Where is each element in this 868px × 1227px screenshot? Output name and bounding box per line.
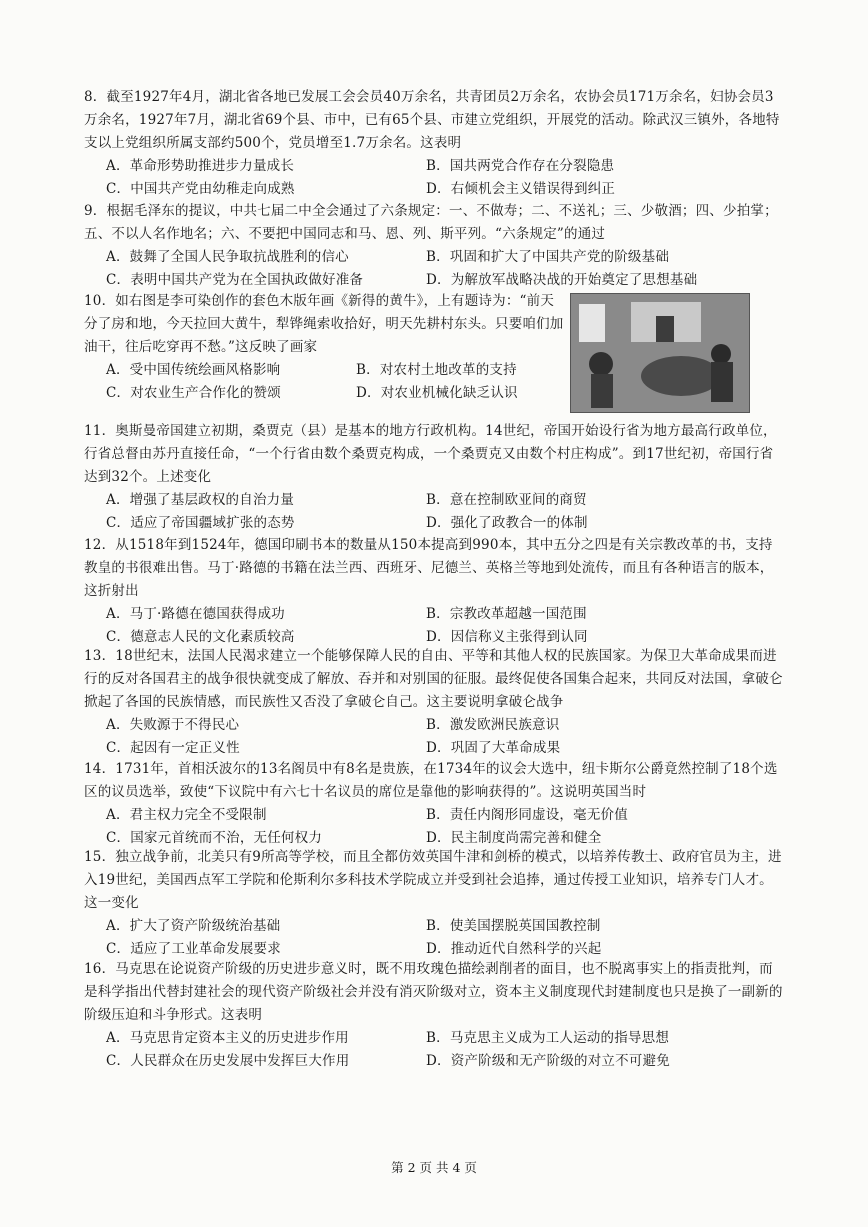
question-stem: 9．根据毛泽东的提议，中共七届二中全会通过了六条规定：一、不做寿；二、不送礼；三、少敬酒；四、少拍掌；五、不以人名作地名；六、不要把中国同志和马、恩、列、斯平列。“六条规定”的通过 bbox=[84, 203, 778, 242]
options bbox=[84, 714, 784, 760]
option-b: B．马克思主义成为工人运动的指导思想 bbox=[426, 1030, 670, 1046]
question-14 bbox=[84, 758, 784, 850]
option-a: A．增强了基层政权的自治力量 bbox=[106, 492, 295, 508]
question-13 bbox=[84, 645, 784, 760]
option-d: D．因信称义主张得到认同 bbox=[426, 629, 588, 645]
question-16 bbox=[84, 958, 784, 1073]
option-c: C．适应了工业革命发展要求 bbox=[106, 941, 281, 957]
option-d: D．资产阶级和无产阶级的对立不可避免 bbox=[426, 1053, 670, 1069]
question-stem: 10．如右图是李可染创作的套色木版年画《新得的黄牛》，上有题诗为：“前天分了房和地，今天拉回大黄牛，犁铧绳索收拾好，明天先耕村东头。只要咱们加油干，往后吃穿再不愁。”这反映了画家 bbox=[84, 293, 564, 355]
question-9 bbox=[84, 200, 784, 292]
option-c: C．表明中国共产党为在全国执政做好准备 bbox=[106, 272, 364, 288]
option-a: A．马丁·路德在德国获得成功 bbox=[106, 606, 285, 622]
option-a: A．马克思肯定资本主义的历史进步作用 bbox=[106, 1030, 349, 1046]
option-c: C．人民群众在历史发展中发挥巨大作用 bbox=[106, 1053, 350, 1069]
option-c: C．国家元首统而不治，无任何权力 bbox=[106, 830, 323, 846]
question-stem: 12．从1518年到1524年，德国印刷书本的数量从150本提高到990本，其中五分之四是有关宗教改革的书，支持教皇的书很难出售。马丁·路德的书籍在法兰西、西班牙、尼德兰、英格兰等地到处流传，而且有各种语言的版本，这折射出 bbox=[84, 537, 774, 599]
options bbox=[84, 915, 784, 961]
question-11 bbox=[84, 420, 784, 535]
option-c: C．德意志人民的文化素质较高 bbox=[106, 629, 295, 645]
options bbox=[84, 1027, 784, 1073]
question-stem: 16．马克思在论说资产阶级的历史进步意义时，既不用玫瑰色描绘剥削者的面目，也不脱离事实上的指责批判，而是科学指出代替封建社会的现代资产阶级社会并没有消灭阶级对立，资本主义制度现代封建制度也只是换了一副新的阶级压迫和斗争形式。这表明 bbox=[84, 961, 783, 1023]
question-stem: 8．截至1927年4月，湖北省各地已发展工会会员40万余名，共青团员2万余名，农协会员171万余名，妇协会员3万余名，1927年7月，湖北省69个县、市中，已有65个县、市建立党组织，开展党的活动。除武汉三镇外，各地特支以上党组织所属支部约500个，党员增至1.7万余名。这表明 bbox=[84, 89, 780, 151]
question-stem: 15．独立战争前，北美只有9所高等学校，而且全都仿效英国牛津和剑桥的模式，以培养传教士、政府官员为主，进入19世纪，美国西点军工学院和伦斯利尔多科技术学院成立并受到社会追捧，通过传授工业知识，培养专门人才。这一变化 bbox=[84, 849, 782, 911]
question-10 bbox=[84, 290, 564, 405]
options bbox=[84, 603, 784, 649]
option-a: A．鼓舞了全国人民争取抗战胜利的信心 bbox=[106, 249, 349, 265]
option-c: C．适应了帝国疆域扩张的态势 bbox=[106, 515, 295, 531]
option-a: A．失败源于不得民心 bbox=[106, 717, 240, 733]
option-c: C．起因有一定正义性 bbox=[106, 740, 240, 756]
option-b: B．对农村土地改革的支持 bbox=[356, 362, 517, 378]
option-c: C．中国共产党由幼稚走向成熟 bbox=[106, 181, 295, 197]
option-d: D．民主制度尚需完善和健全 bbox=[426, 830, 602, 846]
page-footer: 第 2 页 共 4 页 bbox=[391, 1160, 477, 1175]
question-stem: 11．奥斯曼帝国建立初期，桑贾克（县）是基本的地方行政机构。14世纪，帝国开始设行省为地方最高行政单位，行省总督由苏丹直接任命，“一个行省由数个桑贾克构成，一个桑贾克又由数个村庄构成”。到17世纪初，帝国行省达到32个。上述变化 bbox=[84, 423, 777, 485]
option-b: B．使美国摆脱英国国教控制 bbox=[426, 918, 601, 934]
option-a: A．扩大了资产阶级统治基础 bbox=[106, 918, 281, 934]
option-a: A．君主权力完全不受限制 bbox=[106, 807, 267, 823]
options bbox=[84, 246, 784, 292]
option-d: D．强化了政教合一的体制 bbox=[426, 515, 588, 531]
option-d: D．对农业机械化缺乏认识 bbox=[356, 385, 518, 401]
option-d: D．巩固了大革命成果 bbox=[426, 740, 561, 756]
option-b: B．责任内阁形同虚设，毫无价值 bbox=[426, 807, 628, 823]
woodblock-print-image bbox=[570, 293, 750, 413]
option-a: A．受中国传统绘画风格影响 bbox=[106, 362, 281, 378]
options bbox=[84, 359, 564, 405]
option-d: D．推动近代自然科学的兴起 bbox=[426, 941, 602, 957]
option-b: B．国共两党合作存在分裂隐患 bbox=[426, 158, 615, 174]
option-a: A．革命形势助推进步力量成长 bbox=[106, 158, 295, 174]
option-b: B．意在控制欧亚间的商贸 bbox=[426, 492, 587, 508]
option-d: D．右倾机会主义错误得到纠正 bbox=[426, 181, 616, 197]
question-15 bbox=[84, 846, 784, 961]
option-b: B．宗教改革超越一国范围 bbox=[426, 606, 587, 622]
option-c: C．对农业生产合作化的赞颂 bbox=[106, 385, 281, 401]
question-12 bbox=[84, 534, 784, 649]
options bbox=[84, 155, 784, 201]
option-b: B．巩固和扩大了中国共产党的阶级基础 bbox=[426, 249, 670, 265]
woodblock-print-illustration bbox=[571, 294, 749, 412]
question-8 bbox=[84, 86, 784, 201]
question-stem: 13．18世纪末，法国人民渴求建立一个能够保障人民的自由、平等和其他人权的民族国家。为保卫大革命成果而进行的反对各国君主的战争很快就变成了解放、吞并和对别国的征服。最终促使各国集合起来，共同反对法国，拿破仑掀起了各国的民族情感，而民族性又否没了拿破仑自己。这主要说明拿破仑战争 bbox=[84, 648, 783, 710]
option-d: D．为解放军战略决战的开始奠定了思想基础 bbox=[426, 272, 698, 288]
question-stem: 14．1731年，首相沃波尔的13名阁员中有8名是贵族，在1734年的议会大选中，纽卡斯尔公爵竟然控制了18个选区的议员选举，致使“下议院中有六七十名议员的席位是靠他的影响获得的”。这说明英国当时 bbox=[84, 761, 778, 800]
option-b: B．激发欧洲民族意识 bbox=[426, 717, 560, 733]
options bbox=[84, 489, 784, 535]
options bbox=[84, 804, 784, 850]
